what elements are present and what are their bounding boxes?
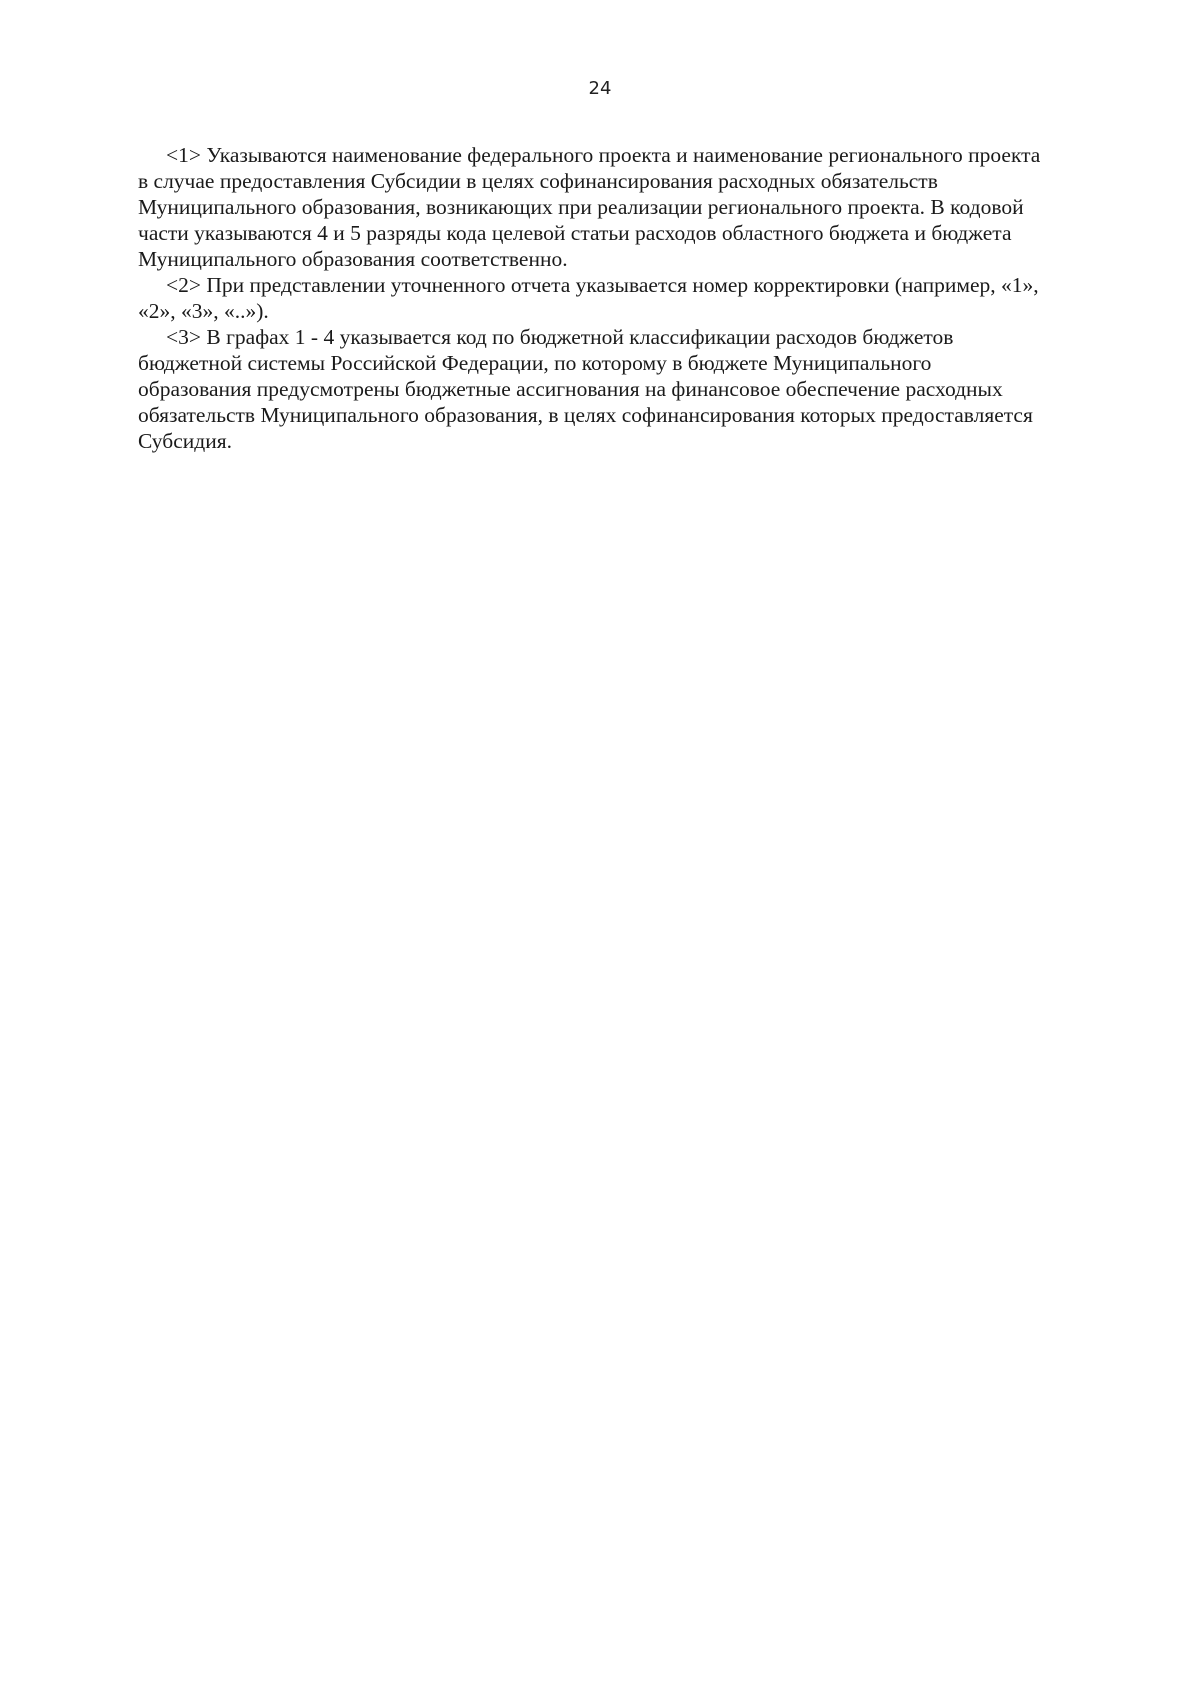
footnote-line: образования предусмотрены бюджетные ассигнования на финансовое обеспечение расходных — [138, 377, 1003, 401]
footnote-line: <3> В графах 1 - 4 указывается код по бюджетной классификации расходов бюджетов — [166, 325, 954, 349]
footnote-3 — [138, 324, 1158, 454]
footnote-line: бюджетной системы Российской Федерации, по которому в бюджете Муниципального — [138, 351, 932, 375]
footnote-line: Муниципального образования, возникающих при реализации регионального проекта. В кодовой — [138, 195, 1024, 219]
footnote-line: «2», «3», «..»). — [138, 299, 269, 323]
footnote-line: Субсидия. — [138, 429, 232, 453]
footnote-line: Муниципального образования соответственно. — [138, 247, 568, 271]
footnote-line: <2> При представлении уточненного отчета указывается номер корректировки (например, «1», — [166, 273, 1039, 297]
footnote-2 — [138, 272, 1158, 324]
footnote-1 — [138, 142, 1158, 272]
footnote-line: обязательств Муниципального образования, в целях софинансирования которых предоставляется — [138, 403, 1033, 427]
page-number: 24 — [588, 78, 612, 99]
footnote-line: <1> Указываются наименование федерального проекта и наименование регионального проекта — [166, 143, 1041, 167]
footnote-line: в случае предоставления Субсидии в целях софинансирования расходных обязательств — [138, 169, 938, 193]
footnote-line: части указываются 4 и 5 разряды кода целевой статьи расходов областного бюджета и бюджета — [138, 221, 1012, 245]
footnotes-block — [138, 142, 1158, 454]
